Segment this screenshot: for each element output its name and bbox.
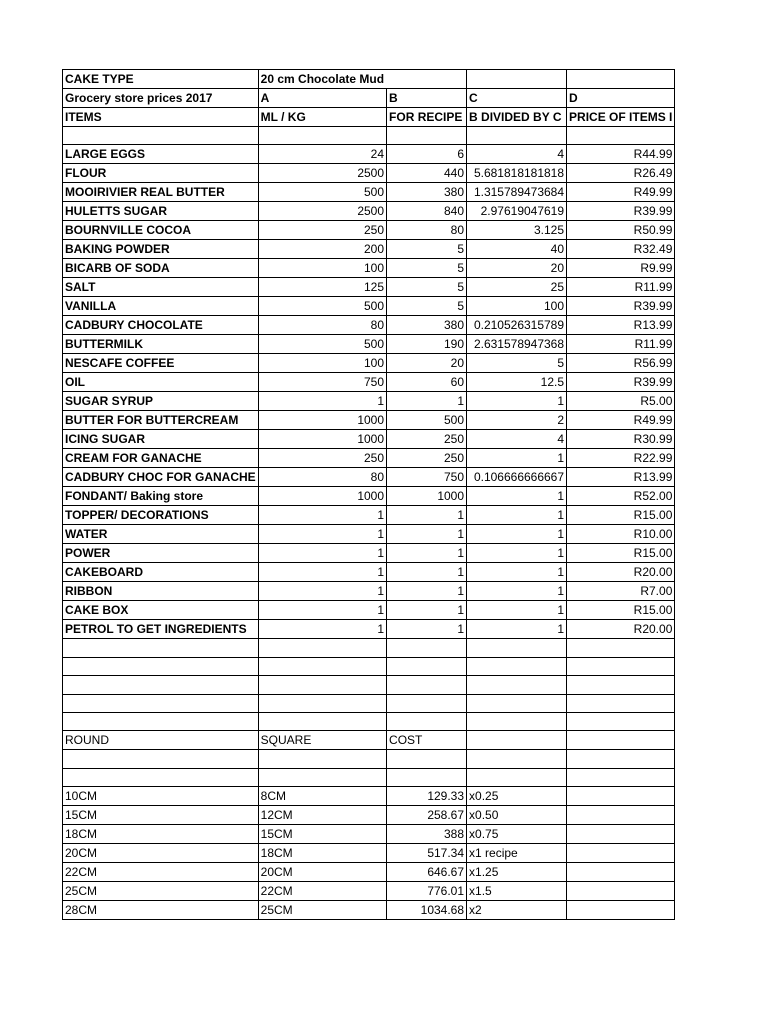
- cake-costing-sheet: [62, 69, 675, 920]
- item-price[interactable]: R15.00: [567, 601, 675, 620]
- item-price[interactable]: R5.00: [567, 392, 675, 411]
- item-row: [63, 316, 675, 335]
- size-square[interactable]: 12CM: [258, 806, 386, 825]
- item-for-recipe[interactable]: 440: [387, 164, 467, 183]
- item-row: [63, 335, 675, 354]
- item-name[interactable]: OIL: [63, 373, 259, 392]
- item-row: [63, 620, 675, 639]
- item-row: [63, 544, 675, 563]
- cell-empty[interactable]: [467, 70, 567, 89]
- item-price[interactable]: R15.00: [567, 506, 675, 525]
- cell-empty[interactable]: [63, 127, 259, 145]
- cell-empty[interactable]: [567, 639, 675, 657]
- item-price[interactable]: R15.00: [567, 544, 675, 563]
- empty-row: [63, 694, 675, 712]
- item-row: [63, 202, 675, 221]
- cell-empty[interactable]: [567, 731, 675, 750]
- size-square[interactable]: 20CM: [258, 863, 386, 882]
- cell-empty[interactable]: [567, 768, 675, 786]
- size-factor[interactable]: x0.50: [467, 806, 567, 825]
- size-square[interactable]: 25CM: [258, 901, 386, 920]
- size-row: [63, 787, 675, 806]
- item-row: [63, 164, 675, 183]
- item-b-div-c[interactable]: 4: [467, 145, 567, 164]
- cell-empty[interactable]: [567, 825, 675, 844]
- item-name[interactable]: PETROL TO GET INGREDIENTS: [63, 620, 259, 639]
- cell-empty[interactable]: [387, 676, 467, 694]
- for-recipe-label[interactable]: FOR RECIPE: [387, 108, 467, 127]
- item-price[interactable]: R20.00: [567, 563, 675, 582]
- empty-row: [63, 639, 675, 657]
- item-price[interactable]: R39.99: [567, 373, 675, 392]
- cell-empty[interactable]: [467, 639, 567, 657]
- cell-empty[interactable]: [467, 676, 567, 694]
- item-name[interactable]: WATER: [63, 525, 259, 544]
- item-row: [63, 354, 675, 373]
- size-round[interactable]: 18CM: [63, 825, 259, 844]
- item-for-recipe[interactable]: 380: [387, 183, 467, 202]
- item-name[interactable]: BOURNVILLE COCOA: [63, 221, 259, 240]
- cake-type-label[interactable]: CAKE TYPE: [63, 70, 259, 89]
- b-div-c-label[interactable]: B DIVIDED BY C: [467, 108, 567, 127]
- item-for-recipe[interactable]: 80: [387, 221, 467, 240]
- item-row: [63, 525, 675, 544]
- item-name[interactable]: LARGE EGGS: [63, 145, 259, 164]
- items-label[interactable]: ITEMS: [63, 108, 259, 127]
- cell-empty[interactable]: [467, 731, 567, 750]
- item-ml-kg[interactable]: 1000: [258, 430, 386, 449]
- item-row: [63, 240, 675, 259]
- item-price[interactable]: R7.00: [567, 582, 675, 601]
- item-name[interactable]: CADBURY CHOC FOR GANACHE: [63, 468, 259, 487]
- size-square[interactable]: 22CM: [258, 882, 386, 901]
- item-b-div-c[interactable]: 2.631578947368: [467, 335, 567, 354]
- item-b-div-c[interactable]: 5.681818181818: [467, 164, 567, 183]
- size-square[interactable]: 15CM: [258, 825, 386, 844]
- item-ml-kg[interactable]: 125: [258, 278, 386, 297]
- item-for-recipe[interactable]: 5: [387, 278, 467, 297]
- cell-empty[interactable]: [258, 768, 386, 786]
- item-ml-kg[interactable]: 250: [258, 221, 386, 240]
- item-ml-kg[interactable]: 500: [258, 335, 386, 354]
- item-b-div-c[interactable]: 2: [467, 411, 567, 430]
- item-row: [63, 278, 675, 297]
- item-name[interactable]: SALT: [63, 278, 259, 297]
- size-row: [63, 863, 675, 882]
- item-ml-kg[interactable]: 1000: [258, 487, 386, 506]
- square-header[interactable]: SQUARE: [258, 731, 386, 750]
- cell-empty[interactable]: [258, 676, 386, 694]
- item-name[interactable]: CAKEBOARD: [63, 563, 259, 582]
- size-cost[interactable]: 517.34: [387, 844, 467, 863]
- item-b-div-c[interactable]: 2.97619047619: [467, 202, 567, 221]
- cell-empty[interactable]: [63, 768, 259, 786]
- item-ml-kg[interactable]: 1: [258, 544, 386, 563]
- item-price[interactable]: R44.99: [567, 145, 675, 164]
- size-square[interactable]: 18CM: [258, 844, 386, 863]
- item-price[interactable]: R32.49: [567, 240, 675, 259]
- item-row: [63, 392, 675, 411]
- item-price[interactable]: R39.99: [567, 297, 675, 316]
- item-for-recipe[interactable]: 190: [387, 335, 467, 354]
- item-b-div-c[interactable]: 5: [467, 354, 567, 373]
- cell-empty[interactable]: [387, 694, 467, 712]
- item-row: [63, 145, 675, 164]
- item-name[interactable]: FLOUR: [63, 164, 259, 183]
- item-ml-kg[interactable]: 250: [258, 449, 386, 468]
- cell-empty[interactable]: [567, 844, 675, 863]
- item-ml-kg[interactable]: 80: [258, 468, 386, 487]
- item-for-recipe[interactable]: 1: [387, 544, 467, 563]
- item-b-div-c[interactable]: 1: [467, 449, 567, 468]
- round-header[interactable]: ROUND: [63, 731, 259, 750]
- cell-empty[interactable]: [567, 657, 675, 675]
- cake-type-value[interactable]: [258, 70, 386, 89]
- item-for-recipe[interactable]: 1: [387, 525, 467, 544]
- item-ml-kg[interactable]: 1: [258, 601, 386, 620]
- col-d-header[interactable]: D: [567, 89, 675, 108]
- cell-empty[interactable]: [567, 806, 675, 825]
- item-ml-kg[interactable]: 2500: [258, 202, 386, 221]
- item-for-recipe[interactable]: 1: [387, 506, 467, 525]
- header-row-prices: [63, 89, 675, 108]
- size-round[interactable]: 28CM: [63, 901, 259, 920]
- item-row: [63, 183, 675, 202]
- cell-empty[interactable]: [387, 712, 467, 730]
- size-round[interactable]: 15CM: [63, 806, 259, 825]
- empty-row: [63, 676, 675, 694]
- item-b-div-c[interactable]: 4: [467, 430, 567, 449]
- item-price[interactable]: R13.99: [567, 468, 675, 487]
- cost-header[interactable]: COST: [387, 731, 467, 750]
- item-price[interactable]: R11.99: [567, 278, 675, 297]
- item-for-recipe[interactable]: 840: [387, 202, 467, 221]
- size-row: [63, 882, 675, 901]
- cell-empty[interactable]: [467, 657, 567, 675]
- cell-empty[interactable]: [567, 676, 675, 694]
- size-row: [63, 806, 675, 825]
- cell-empty[interactable]: [387, 639, 467, 657]
- item-b-div-c[interactable]: 1: [467, 525, 567, 544]
- cell-empty[interactable]: [63, 639, 259, 657]
- item-ml-kg[interactable]: 200: [258, 240, 386, 259]
- sheet-body: [63, 70, 675, 920]
- item-name[interactable]: RIBBON: [63, 582, 259, 601]
- size-square[interactable]: 8CM: [258, 787, 386, 806]
- cell-empty[interactable]: [387, 657, 467, 675]
- item-b-div-c[interactable]: 1: [467, 544, 567, 563]
- sizes-header-row: [63, 731, 675, 750]
- col-b-header[interactable]: B: [387, 89, 467, 108]
- item-b-div-c[interactable]: 0.210526315789: [467, 316, 567, 335]
- header-row-cake-type: [63, 70, 675, 89]
- item-ml-kg[interactable]: 500: [258, 297, 386, 316]
- item-b-div-c[interactable]: 1: [467, 601, 567, 620]
- item-ml-kg[interactable]: 100: [258, 354, 386, 373]
- item-b-div-c[interactable]: 3.125: [467, 221, 567, 240]
- prices-label[interactable]: Grocery store prices 2017: [63, 89, 259, 108]
- cell-empty[interactable]: [567, 863, 675, 882]
- cell-empty[interactable]: [63, 657, 259, 675]
- empty-row: [63, 657, 675, 675]
- size-cost[interactable]: 388: [387, 825, 467, 844]
- item-ml-kg[interactable]: 1: [258, 525, 386, 544]
- item-for-recipe[interactable]: 5: [387, 259, 467, 278]
- cell-empty[interactable]: [258, 657, 386, 675]
- cell-empty[interactable]: [258, 639, 386, 657]
- item-price[interactable]: R11.99: [567, 335, 675, 354]
- item-for-recipe[interactable]: 250: [387, 449, 467, 468]
- item-row: [63, 221, 675, 240]
- cell-empty[interactable]: [467, 712, 567, 730]
- size-row: [63, 901, 675, 920]
- size-row: [63, 825, 675, 844]
- cell-empty[interactable]: [567, 901, 675, 920]
- item-name[interactable]: VANILLA: [63, 297, 259, 316]
- cell-empty[interactable]: [387, 750, 467, 768]
- cell-empty[interactable]: [467, 750, 567, 768]
- item-price[interactable]: R13.99: [567, 316, 675, 335]
- cell-empty[interactable]: [258, 750, 386, 768]
- size-factor[interactable]: x1.25: [467, 863, 567, 882]
- item-name[interactable]: SUGAR SYRUP: [63, 392, 259, 411]
- item-for-recipe[interactable]: 6: [387, 145, 467, 164]
- empty-row: [63, 712, 675, 730]
- empty-row: [63, 768, 675, 786]
- item-for-recipe[interactable]: 250: [387, 430, 467, 449]
- cell-empty[interactable]: [258, 694, 386, 712]
- item-row: [63, 259, 675, 278]
- size-cost[interactable]: 1034.68: [387, 901, 467, 920]
- cell-empty[interactable]: [467, 127, 567, 145]
- item-row: [63, 449, 675, 468]
- item-ml-kg[interactable]: 24: [258, 145, 386, 164]
- item-ml-kg[interactable]: 1000: [258, 411, 386, 430]
- item-name[interactable]: BICARB OF SODA: [63, 259, 259, 278]
- item-for-recipe[interactable]: 1: [387, 620, 467, 639]
- item-price[interactable]: R49.99: [567, 183, 675, 202]
- item-name[interactable]: NESCAFE COFFEE: [63, 354, 259, 373]
- size-cost[interactable]: 129.33: [387, 787, 467, 806]
- item-price[interactable]: R56.99: [567, 354, 675, 373]
- item-for-recipe[interactable]: 5: [387, 297, 467, 316]
- item-ml-kg[interactable]: 1: [258, 620, 386, 639]
- size-cost[interactable]: 646.67: [387, 863, 467, 882]
- item-name[interactable]: CREAM FOR GANACHE: [63, 449, 259, 468]
- size-round[interactable]: 10CM: [63, 787, 259, 806]
- item-b-div-c[interactable]: 1.315789473684: [467, 183, 567, 202]
- item-row: [63, 506, 675, 525]
- cell-empty[interactable]: [567, 750, 675, 768]
- size-cost[interactable]: 258.67: [387, 806, 467, 825]
- size-row: [63, 844, 675, 863]
- item-price[interactable]: R22.99: [567, 449, 675, 468]
- item-for-recipe[interactable]: 1: [387, 563, 467, 582]
- item-row: [63, 487, 675, 506]
- item-ml-kg[interactable]: 500: [258, 183, 386, 202]
- cell-empty[interactable]: [567, 712, 675, 730]
- item-price[interactable]: R9.99: [567, 259, 675, 278]
- cell-empty[interactable]: [567, 882, 675, 901]
- item-for-recipe[interactable]: 1000: [387, 487, 467, 506]
- cake-type-value-text: 20 cm Chocolate Mud: [260, 72, 385, 86]
- size-round[interactable]: 20CM: [63, 844, 259, 863]
- item-row: [63, 468, 675, 487]
- item-price[interactable]: R10.00: [567, 525, 675, 544]
- item-price[interactable]: R50.99: [567, 221, 675, 240]
- item-ml-kg[interactable]: 2500: [258, 164, 386, 183]
- item-for-recipe[interactable]: 60: [387, 373, 467, 392]
- item-for-recipe[interactable]: 1: [387, 582, 467, 601]
- cell-empty[interactable]: [567, 694, 675, 712]
- item-ml-kg[interactable]: 1: [258, 582, 386, 601]
- item-for-recipe[interactable]: 1: [387, 601, 467, 620]
- item-row: [63, 297, 675, 316]
- col-c-header[interactable]: C: [467, 89, 567, 108]
- cell-empty[interactable]: [467, 694, 567, 712]
- item-row: [63, 411, 675, 430]
- item-price[interactable]: R52.00: [567, 487, 675, 506]
- col-a-header[interactable]: A: [258, 89, 386, 108]
- item-name[interactable]: ICING SUGAR: [63, 430, 259, 449]
- item-for-recipe[interactable]: 500: [387, 411, 467, 430]
- item-ml-kg[interactable]: 750: [258, 373, 386, 392]
- item-ml-kg[interactable]: 1: [258, 506, 386, 525]
- item-price[interactable]: R26.49: [567, 164, 675, 183]
- item-name[interactable]: FONDANT/ Baking store: [63, 487, 259, 506]
- item-b-div-c[interactable]: 1: [467, 563, 567, 582]
- price-label[interactable]: PRICE OF ITEMS I: [567, 108, 675, 127]
- cell-empty[interactable]: [63, 712, 259, 730]
- ml-kg-label[interactable]: ML / KG: [258, 108, 386, 127]
- item-name[interactable]: CADBURY CHOCOLATE: [63, 316, 259, 335]
- cell-empty[interactable]: [63, 694, 259, 712]
- item-row: [63, 373, 675, 392]
- item-price[interactable]: R20.00: [567, 620, 675, 639]
- cell-empty[interactable]: [258, 127, 386, 145]
- item-name[interactable]: BAKING POWDER: [63, 240, 259, 259]
- item-row: [63, 563, 675, 582]
- item-b-div-c[interactable]: 20: [467, 259, 567, 278]
- item-row: [63, 582, 675, 601]
- item-b-div-c[interactable]: 40: [467, 240, 567, 259]
- item-ml-kg[interactable]: 80: [258, 316, 386, 335]
- cell-empty[interactable]: [567, 70, 675, 89]
- item-row: [63, 430, 675, 449]
- size-factor[interactable]: x0.25: [467, 787, 567, 806]
- cell-empty[interactable]: [387, 768, 467, 786]
- item-for-recipe[interactable]: 5: [387, 240, 467, 259]
- item-ml-kg[interactable]: 1: [258, 563, 386, 582]
- item-b-div-c[interactable]: 25: [467, 278, 567, 297]
- item-b-div-c[interactable]: 1: [467, 392, 567, 411]
- item-name[interactable]: BUTTERMILK: [63, 335, 259, 354]
- item-name[interactable]: MOOIRIVIER REAL BUTTER: [63, 183, 259, 202]
- item-for-recipe[interactable]: 380: [387, 316, 467, 335]
- item-for-recipe[interactable]: 1: [387, 392, 467, 411]
- item-b-div-c[interactable]: 0.106666666667: [467, 468, 567, 487]
- size-factor[interactable]: x1 recipe: [467, 844, 567, 863]
- size-factor[interactable]: x2: [467, 901, 567, 920]
- header-row-items: [63, 108, 675, 127]
- item-b-div-c[interactable]: 1: [467, 506, 567, 525]
- cell-empty[interactable]: [567, 127, 675, 145]
- item-name[interactable]: HULETTS SUGAR: [63, 202, 259, 221]
- item-b-div-c[interactable]: 12.5: [467, 373, 567, 392]
- size-factor[interactable]: x0.75: [467, 825, 567, 844]
- cell-empty[interactable]: [467, 768, 567, 786]
- item-b-div-c[interactable]: 1: [467, 487, 567, 506]
- item-ml-kg[interactable]: 100: [258, 259, 386, 278]
- size-round[interactable]: 22CM: [63, 863, 259, 882]
- size-cost[interactable]: 776.01: [387, 882, 467, 901]
- size-factor[interactable]: x1.5: [467, 882, 567, 901]
- item-name[interactable]: CAKE BOX: [63, 601, 259, 620]
- item-price[interactable]: R30.99: [567, 430, 675, 449]
- item-name[interactable]: POWER: [63, 544, 259, 563]
- cell-empty[interactable]: [258, 712, 386, 730]
- item-row: [63, 601, 675, 620]
- item-ml-kg[interactable]: 1: [258, 392, 386, 411]
- item-name[interactable]: TOPPER/ DECORATIONS: [63, 506, 259, 525]
- cell-empty[interactable]: [387, 127, 467, 145]
- item-for-recipe[interactable]: 20: [387, 354, 467, 373]
- cell-empty[interactable]: [567, 787, 675, 806]
- item-for-recipe[interactable]: 750: [387, 468, 467, 487]
- cell-empty[interactable]: [63, 750, 259, 768]
- item-b-div-c[interactable]: 1: [467, 582, 567, 601]
- size-round[interactable]: 25CM: [63, 882, 259, 901]
- item-price[interactable]: R39.99: [567, 202, 675, 221]
- empty-row: [63, 127, 675, 145]
- item-b-div-c[interactable]: 100: [467, 297, 567, 316]
- item-price[interactable]: R49.99: [567, 411, 675, 430]
- cell-empty[interactable]: [63, 676, 259, 694]
- empty-row: [63, 750, 675, 768]
- cell-empty[interactable]: [387, 70, 467, 89]
- item-b-div-c[interactable]: 1: [467, 620, 567, 639]
- item-name[interactable]: BUTTER FOR BUTTERCREAM: [63, 411, 259, 430]
